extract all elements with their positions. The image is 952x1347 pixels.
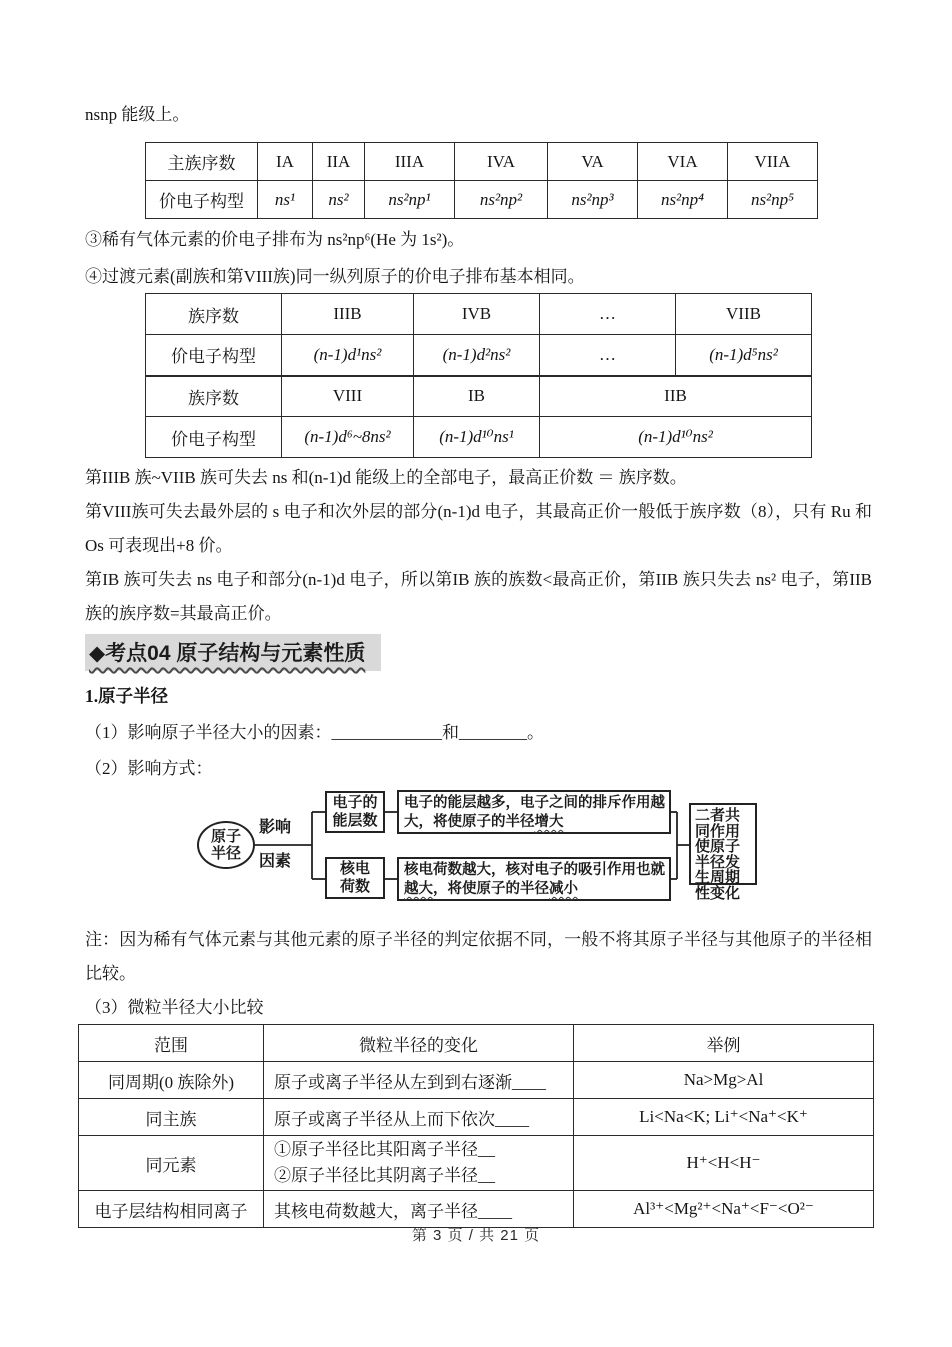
- example-cell: Li<Na<K; Li⁺<Na⁺<K⁺: [574, 1099, 874, 1136]
- row-header-cell: 主族序数: [146, 143, 258, 181]
- group-number-row: [146, 294, 812, 335]
- change-line: ②原子半径比其阴离子半径__: [274, 1166, 495, 1185]
- group-number-row: [146, 376, 812, 417]
- change-cell: 原子或离子半径从左到到右逐渐____: [264, 1062, 574, 1099]
- fill-blank-item-1: （1）影响原子半径大小的因素：_____________和________。: [85, 723, 544, 742]
- diagram-branch-energy-levels: [325, 791, 385, 833]
- example-cell: Na>Mg>Al: [574, 1062, 874, 1099]
- desc-text: ，将使原子的半径: [433, 881, 549, 897]
- desc-emphasis: 越大: [404, 881, 433, 897]
- table-cell: IB: [414, 376, 540, 417]
- diagram-result-box: 二者共同作用使原子半径发生周期性变化: [689, 803, 757, 885]
- table-cell: VA: [548, 143, 638, 181]
- diagram-desc-energy-levels: [397, 790, 671, 834]
- column-header: 举例: [574, 1025, 874, 1062]
- table-cell: …: [540, 294, 676, 335]
- table-cell: ns¹: [258, 181, 313, 219]
- table-cell: ns²np⁴: [638, 181, 728, 219]
- table-row: [79, 1191, 874, 1228]
- row-header-cell: 价电子构型: [146, 335, 282, 376]
- scope-cell: 电子层结构相同离子: [79, 1191, 264, 1228]
- table-cell: ns²np³: [548, 181, 638, 219]
- note-transition: ④过渡元素(副族和第VIII族)同一纵列原子的价电子排布基本相同。: [85, 267, 585, 286]
- change-cell: 原子或离子半径从上而下依次____: [264, 1099, 574, 1136]
- note-noble-gas: ③稀有气体元素的价电子排布为 ns²np⁶(He 为 1s²)。: [85, 230, 465, 249]
- table-cell: VIA: [638, 143, 728, 181]
- table-row: [79, 1062, 874, 1099]
- radius-compare-table: [78, 1024, 874, 1228]
- paragraph-iiib-viib: 第IIIB 族~VIIB 族可失去 ns 和(n-1)d 能级上的全部电子，最高正价数 ＝ 族序数。: [85, 468, 687, 487]
- table-cell: ns²np¹: [365, 181, 455, 219]
- item-radius-compare: （3）微粒半径大小比较: [85, 998, 264, 1017]
- diagram-branch-nuclear-charge: [325, 857, 385, 899]
- valence-config-row: [146, 335, 812, 376]
- row-header-cell: 价电子构型: [146, 181, 258, 219]
- diagram-desc-nuclear-charge: [397, 857, 671, 901]
- table-header-row: [79, 1025, 874, 1062]
- diagram-subject-text: 半径: [210, 845, 241, 862]
- item-influence-mode: （2）影响方式：: [85, 759, 213, 778]
- scope-cell: 同元素: [79, 1136, 264, 1191]
- desc-text: 核电荷数越大，核对电子的吸引作用也就: [404, 862, 665, 878]
- diagram-factor-label: 影响: [259, 819, 292, 836]
- table-cell: (n-1)d¹⁰ns²: [540, 417, 812, 458]
- intro-text: nsnp 能级上。: [85, 105, 190, 124]
- page-footer: 第 3 页 / 共 21 页: [411, 1227, 541, 1244]
- table-cell: VIIA: [728, 143, 818, 181]
- table-cell: IIIB: [282, 294, 414, 335]
- transition-table: [145, 293, 812, 458]
- row-header-cell: 族序数: [146, 376, 282, 417]
- valence-config-row: [146, 417, 812, 458]
- paragraph-viii: 第VIII族可失去最外层的 s 电子和次外层的部分(n-1)d 电子，其最高正价一般低于族序数（8），只有 Ru 和 Os 可表现出+8 价。: [85, 502, 872, 555]
- row-header-cell: 族序数: [146, 294, 282, 335]
- main-group-table: [145, 142, 818, 219]
- note-noble-gas-radius: 注：因为稀有气体元素与其他元素的原子半径的判定依据不同，一般不将其原子半径与其他原子的半径相比较。: [85, 930, 872, 983]
- change-cell: [264, 1136, 574, 1191]
- table-cell: IVA: [455, 143, 548, 181]
- table-cell: (n-1)d⁵ns²: [676, 335, 812, 376]
- table-cell: (n-1)d⁶~8ns²: [282, 417, 414, 458]
- table-cell: IA: [258, 143, 313, 181]
- table-cell: ns²np⁵: [728, 181, 818, 219]
- row-header-cell: 价电子构型: [146, 417, 282, 458]
- table-cell: IIB: [540, 376, 812, 417]
- branch-label-text: 核电: [339, 860, 370, 877]
- table-cell: (n-1)d¹⁰ns¹: [414, 417, 540, 458]
- table-row: [79, 1099, 874, 1136]
- example-cell: H⁺<H<H⁻: [574, 1136, 874, 1191]
- atomic-radius-diagram: [85, 781, 872, 909]
- branch-label-text: 电子的: [332, 794, 378, 811]
- desc-emphasis: 增大: [534, 814, 564, 830]
- table-cell: VIIB: [676, 294, 812, 335]
- desc-emphasis: 减小: [549, 881, 578, 897]
- table-cell: IIA: [313, 143, 365, 181]
- valence-config-row: [146, 181, 818, 219]
- scope-cell: 同周期(0 族除外): [79, 1062, 264, 1099]
- paragraph-ib-iib: 第IB 族可失去 ns 电子和部分(n-1)d 电子，所以第IB 族的族数<最高正价，第IIB 族只失去 ns² 电子，第IIB 族的族序数=其最高正价。: [85, 570, 872, 623]
- branch-label-text: 能层数: [332, 812, 378, 829]
- column-header: 微粒半径的变化: [264, 1025, 574, 1062]
- desc-text: 电子的能层越多，电子之间的排斥作用越大，将使原子的半径: [404, 795, 665, 830]
- table-row: [79, 1136, 874, 1191]
- column-header: 范围: [79, 1025, 264, 1062]
- table-cell: ns²np²: [455, 181, 548, 219]
- table-cell: …: [540, 335, 676, 376]
- example-cell: Al³⁺<Mg²⁺<Na⁺<F⁻<O²⁻: [574, 1191, 874, 1228]
- diagram-subject-text: 原子: [210, 828, 241, 845]
- change-line: ①原子半径比其阳离子半径__: [274, 1140, 495, 1159]
- table-cell: (n-1)d¹ns²: [282, 335, 414, 376]
- diagram-subject-node: [197, 821, 255, 869]
- diagram-factor-label: 因素: [259, 853, 292, 870]
- table-cell: (n-1)d²ns²: [414, 335, 540, 376]
- table-cell: ns²: [313, 181, 365, 219]
- group-number-row: [146, 143, 818, 181]
- table-cell: IVB: [414, 294, 540, 335]
- subsection-title: 1.原子半径: [85, 686, 169, 706]
- table-cell: VIII: [282, 376, 414, 417]
- branch-label-text: 荷数: [339, 878, 370, 895]
- table-cell: IIIA: [365, 143, 455, 181]
- scope-cell: 同主族: [79, 1099, 264, 1136]
- change-cell: 其核电荷数越大，离子半径____: [264, 1191, 574, 1228]
- section-heading: ◆考点04 原子结构与元素性质: [85, 634, 381, 671]
